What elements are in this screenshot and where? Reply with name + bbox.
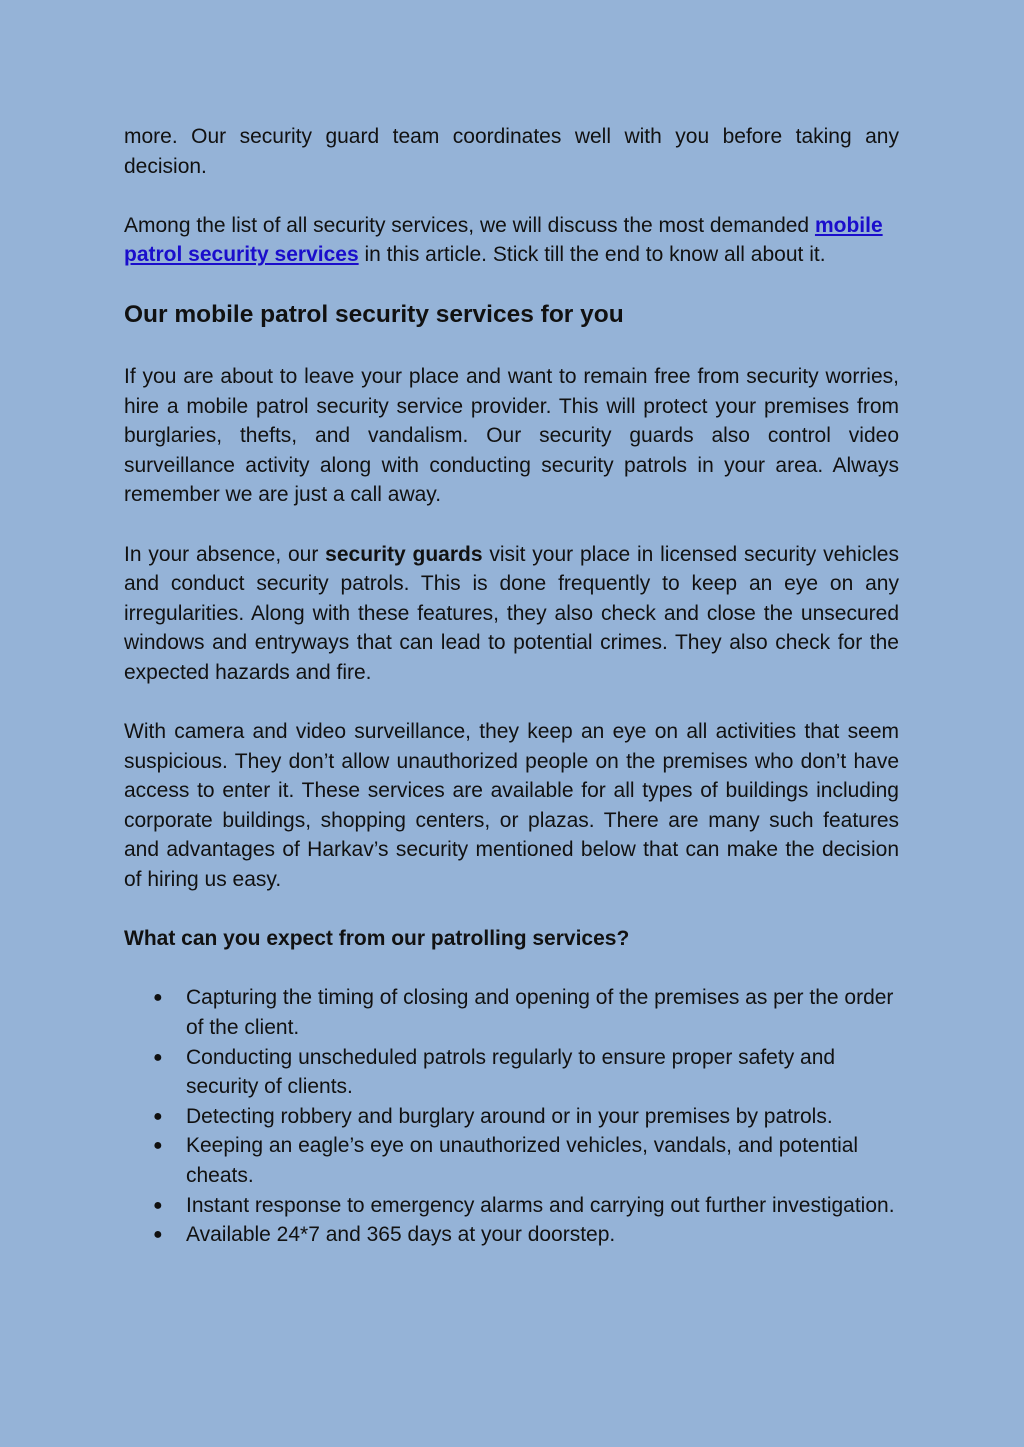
list-item-text: Keeping an eagle’s eye on unauthorized vehicles, vandals, and potential cheats. — [186, 1134, 859, 1187]
continuation-paragraph: more. Our security guard team coordinates well with you before taking any decision. — [124, 125, 899, 178]
list-item — [153, 1191, 899, 1221]
bullet-icon: ● — [153, 1107, 163, 1125]
list-item — [153, 983, 899, 1042]
list-subheading: What can you expect from our patrolling services? — [124, 927, 630, 951]
body-paragraph-1: If you are about to leave your place and want to remain free from security worries, hire a mobile patrol security service provider. This will protect your premises from burglaries, thefts, and vandalism. Our security guards also control video surveillance activity along with conducting security patrols in your area. Always remember we are just a call away. — [124, 364, 899, 507]
list-item — [153, 1220, 899, 1250]
bullet-icon: ● — [153, 1196, 163, 1214]
list-item-text: Capturing the timing of closing and opening of the premises as per the order of the client. — [186, 986, 894, 1040]
list-item-text: Conducting unscheduled patrols regularly to ensure proper safety and security of clients. — [186, 1045, 836, 1099]
list-item — [153, 1043, 899, 1102]
mobile-patrol-link[interactable]: mobile patrol security services — [124, 213, 883, 267]
para2-text-after: visit your place in licensed security vehicles and conduct security patrols. This is done frequently to keep an eye on any irregularities. Along with these features, they also check and close the unsecured windows and entryways that can lead to potential crimes. They also check for the expected hazards and fire. — [124, 542, 899, 684]
list-item — [153, 1131, 899, 1190]
intro-text-after: in this article. Stick till the end to know all about it. — [358, 243, 826, 267]
intro-text-before: Among the list of all security services, we will discuss the most demanded — [124, 213, 815, 237]
list-item-text: Available 24*7 and 365 days at your doorstep. — [186, 1223, 616, 1247]
intro-paragraph — [124, 211, 899, 270]
bullet-icon: ● — [153, 1137, 163, 1155]
section-heading: Our mobile patrol security services for you — [124, 300, 624, 328]
list-item — [153, 1102, 899, 1132]
bullet-icon: ● — [153, 989, 163, 1007]
document-page — [124, 122, 899, 1250]
list-item-text: Instant response to emergency alarms and carrying out further investigation. — [186, 1193, 895, 1217]
body-paragraph-2 — [124, 540, 899, 688]
security-guards-bold: security guards — [325, 542, 483, 566]
bullet-icon: ● — [153, 1226, 163, 1244]
list-item-text: Detecting robbery and burglary around or in your premises by patrols. — [186, 1104, 833, 1128]
bullet-icon: ● — [153, 1048, 163, 1066]
para2-text-before: In your absence, our — [124, 542, 326, 566]
features-list — [124, 983, 899, 1249]
body-paragraph-3: With camera and video surveillance, they keep an eye on all activities that seem suspicious. They don’t allow unauthorized people on the premises who don’t have access to enter it. These services are available for all types of buildings including corporate buildings, shopping centers, or plazas. There are many such features and advantages of Harkav’s security mentioned below that can make the decision of hiring us easy. — [124, 720, 899, 892]
